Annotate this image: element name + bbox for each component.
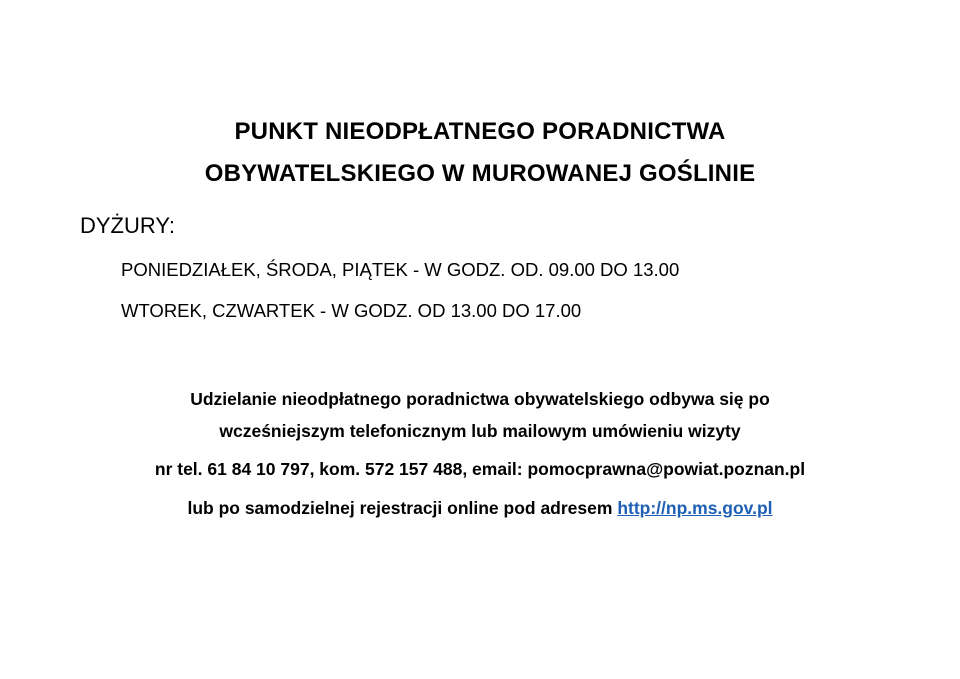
page-title-line-1: PUNKT NIEODPŁATNEGO PORADNICTWA	[234, 118, 726, 145]
appointment-info-line-2: wcześniejszym telefonicznym lub mailowym umówieniu wizyty	[219, 421, 741, 441]
contact-line: nr tel. 61 84 10 797, kom. 572 157 488, email: pomocprawna@powiat.poznan.pl	[154, 459, 806, 479]
registration-line	[0, 497, 960, 519]
duty-hours-line: WTOREK, CZWARTEK - W GODZ. OD 13.00 DO 17.00	[121, 300, 582, 321]
duty-heading: DYŻURY:	[80, 213, 175, 238]
registration-link[interactable]: http://np.ms.gov.pl	[617, 498, 773, 518]
duty-hours-line: PONIEDZIAŁEK, ŚRODA, PIĄTEK - W GODZ. OD. 09.00 DO 13.00	[121, 259, 680, 280]
registration-prefix: lub po samodzielnej rejestracji online pod adresem	[187, 498, 618, 518]
page-title-line-2: OBYWATELSKIEGO W MUROWANEJ GOŚLINIE	[204, 160, 756, 187]
appointment-info-line-1: Udzielanie nieodpłatnego poradnictwa obywatelskiego odbywa się po	[190, 389, 770, 409]
